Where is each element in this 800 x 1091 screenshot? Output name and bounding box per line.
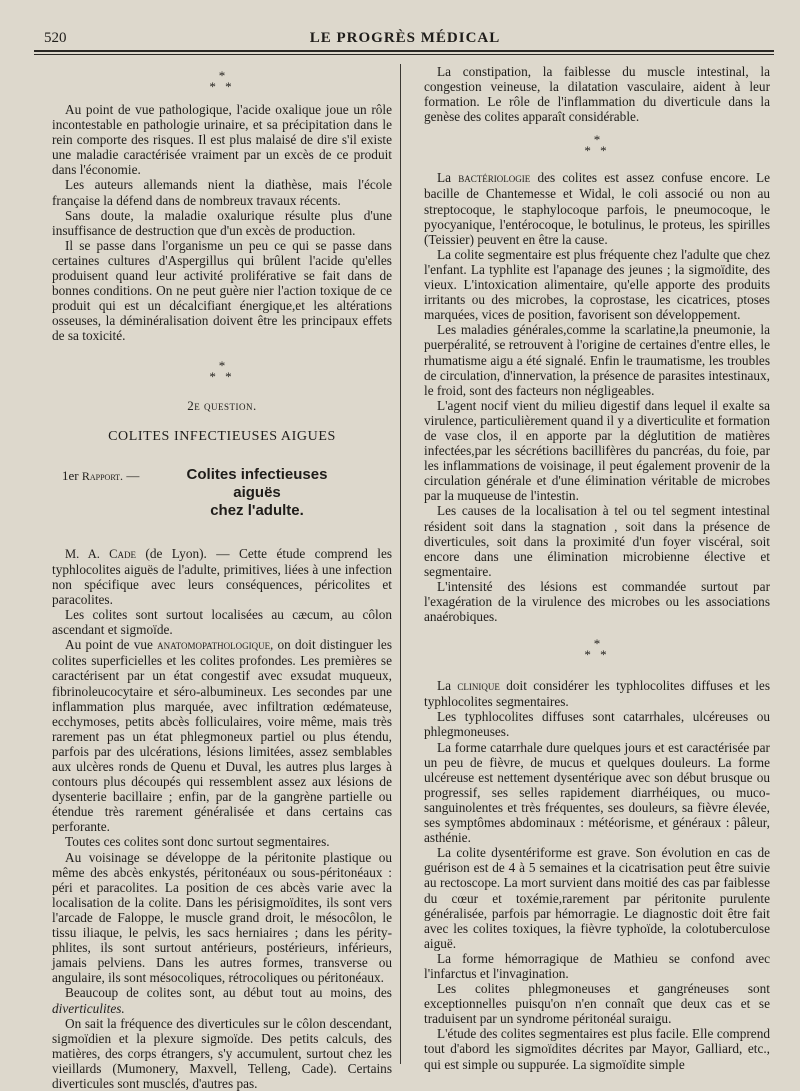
report-heading bbox=[52, 466, 392, 520]
paragraph-intensite: L'intensité des lésions est commandée surtout par l'exagération de la virulence des microbes ou les associations anaérobiques. bbox=[424, 578, 770, 625]
paragraph-segmentaires: Toutes ces colites sont donc surtout segmentaires. bbox=[65, 834, 330, 850]
paragraph-intro: M. A. Cade (de Lyon). — Cette étude comprend les typhlocolites aiguës de l'adulte, primitives, liées à une infection non spécifique avec leurs conséquences, péricolites et paracolites. bbox=[52, 545, 393, 607]
paragraph-dysenteriforme: La colite dysentériforme est grave. Son évolution en cas de guérison est de 4 à 5 semaines et la cicatrisation peut être suivie au rectoscope. La mort survient dans moitié des cas par faiblesse du cœur et toxémie,rarement par péritonite purulente généralisée, parfois par hémorragie. Le diagnostic doit être fait avec les colites toxiques, la fièvre typhoïde, la colotuberculose aiguë. bbox=[424, 845, 770, 951]
paragraph-german-authors: Les auteurs allemands nient la diathèse, mais l'école française la défend dans de nombreux travaux récents. bbox=[52, 177, 392, 208]
journal-title: LE PROGRÈS MÉDICAL bbox=[309, 30, 501, 46]
paragraph-clinique: La clinique doit considérer les typhlocolites diffuses et les typhlocolites segmentaires. bbox=[424, 678, 770, 710]
asterism: * * * bbox=[584, 132, 610, 159]
paragraph-agent-nocif: L'agent nocif vient du milieu digestif dans lequel il exalte sa virulence, particulièrement quand il y a diverticulite et formation de vase clos, il en apporte par la déglutition de matières infectées,par les sécrétions bacillifères du pancréas, du foie, par les inflammations de voisinage, il peut également provenir de la circulation générale et d'une élimination véritable de microbes par la muqueuse de l'intestin. bbox=[424, 397, 770, 504]
question-label: 2e question. bbox=[187, 397, 257, 413]
paragraph-colite-segmentaire: La colite segmentaire est plus fréquente chez l'adulte que chez l'enfant. La typhlite est l'apanage des jeunes ; la sigmoïdite, des vieux. L'intoxication alimentaire, qu'elle apporte des produits irritants ou des microbes, la coprostase, les cicatrices, ptoses marquées, vices de position, favorisent son développement. bbox=[424, 246, 770, 323]
paragraph-phlegmoneuses: Les colites phlegmoneuses et gangréneuses sont exceptionnelles puisqu'on n'en connaît que deux cas et se traduisent par un syndrome péritonéal suraigu. bbox=[424, 981, 770, 1027]
left-column bbox=[52, 64, 392, 1091]
paragraph-oxaluric-disease: Sans doute, la maladie oxalurique résulte plus d'une insuffisance de destruction que d'un excès de production. bbox=[52, 207, 392, 238]
page-number: 520 bbox=[44, 30, 67, 46]
paragraph-aspergillus: Il se passe dans l'organisme un peu ce qui se passe dans certaines cultures d'Aspergillus qui brûlent l'acide qu'elles produisent quand leur activité proliférative se fait dans de bonnes conditions. On ne peut guère nier l'action toxique de ce produit qui est un décalcifiant énergique,et les altérations osseuses, la déminéralisation doivent être les principaux effets de sa toxicité. bbox=[52, 237, 392, 344]
paragraph-etude-segmentaires: L'étude des colites segmentaires est plus facile. Elle comprend tout d'abord les sigmoïdites décrites par Mayor, Galliard, etc., qui est simple ou suppurée. La sigmoïdite simple bbox=[424, 1026, 770, 1072]
paragraph-diverticulites: Beaucoup de colites sont, au début tout au moins, des diverticulites. bbox=[52, 985, 392, 1016]
paragraph-localisation: Les colites sont surtout localisées au cæcum, au côlon ascendant et sigmoïde. bbox=[52, 607, 392, 638]
author-name: M. A. Cade bbox=[65, 546, 136, 561]
author-city: (de Lyon). bbox=[145, 545, 207, 561]
asterism: * * * bbox=[209, 357, 235, 384]
paragraph-bacteriologie: La bactériologie des colites est assez confuse encore. Le bacille de Chantemesse et Widal, le coli associé ou non au streptocoque, le staphylocoque parfois, le pneumocoque, le pyocyanique, l'entérocoque, le botulinus, le proteus, les spirilles (Teissier) peuvent en être la cause. bbox=[424, 170, 770, 247]
paragraph-frequence: On sait la fréquence des diverticules sur le côlon descendant, sigmoïdien et la plexure sigmoïde. Des petits calculs, des matières, des corps étrangers, s'y accumulent, surtout chez les vieillards (Mumonery, Maxvell, Telleng, Cade). Certains diverticules sont musclés, d'autres pas. bbox=[52, 1015, 392, 1091]
report-title: Colites infectieuses aiguës chez l'adulte. bbox=[186, 465, 328, 519]
paragraph-maladies-generales: Les maladies générales,comme la scarlatine,la pneumonie, la puerpéralité, se retrouvent à l'origine de certaines d'entre elles, le rhumatisme aigu a été signalé. Enfin le traumatisme, les troubles de circulation, d'innervation, la présence de parasites intestinaux, le froid, sont des facteurs non négligeables. bbox=[424, 322, 770, 398]
right-column bbox=[424, 64, 770, 1072]
page-header bbox=[44, 28, 766, 50]
asterism: * * * bbox=[584, 636, 610, 663]
paragraph-diffuses: Les typhlocolites diffuses sont catarrhales, ulcéreuses ou phlegmoneuses. bbox=[424, 709, 770, 740]
asterism: * * * bbox=[209, 68, 235, 94]
paragraph-anatomopathology: Au point de vue anatomopathologique, on doit distinguer les colites superficielles et les colites profondes. Les premières se caractérisent par un état congestif avec exsudat muqueux, fibrinoleucocytaire et séro-albumineux. Les secondes par une inflammation plus marquée, avec infiltration œdémateuse, ecchymoses, petits abcès folliculaires, voire même, mais très rarement pas un état phlegmoneux partiel ou plus étendu, parfois par des ulcérations, lésions limitées, assez semblables aux ulcères ronds de Quenu et Duval, les autres plus larges à contours plus découpés qui ressemblent assez aux lésions de dysenterie bacillaire ; enfin, par de la gangrène partielle ou étendue très rarement généralisée et dans certains cas perforante. bbox=[52, 637, 392, 835]
paragraph-forme-catarrhale: La forme catarrhale dure quelques jours et est caractérisée par un peu de fièvre, de mucus et quelques douleurs. La forme ulcéreuse est nettement dysentérique avec son début brusque ou progressif, ses selles rapidement diarrhéiques, ou muco-sanguinolentes et très fréquentes, ses douleurs, sa fièvre élevée, ses symptômes abdominaux : météorisme, et généraux : pâleur, asthénie. bbox=[424, 739, 770, 846]
header-rule bbox=[34, 50, 774, 52]
section-title: COLITES INFECTIEUSES AIGUES bbox=[108, 428, 336, 444]
paragraph-voisinage: Au voisinage se développe de la péritonite plastique ou même des abcès enkystés, péritonéaux ou sous-péritonéaux : péri et paracolites. La position de ces abcès varie avec la localisation de la colite. Dans les périsigmoïdites, ils sont vers l'arcade de Faloppe, le muscle grand droit, le mésocôlon, le tissu iliaque, le pelvis, les sacs herniaires ; dans les périty-phlites, ils sont surtout antérieurs, postérieurs, inférieurs, jamais pelviens. Dans les autres formes, transverse ou angulaire, ils sont mésocoliques, rétrocoliques ou péritonéaux. bbox=[52, 849, 392, 986]
paragraph-constipation: La constipation, la faiblesse du muscle intestinal, la congestion veineuse, la dilatation vasculaire, aident à leur formation. Le rôle de l'inflammation du diverticule dans la genèse des colites apparaît considérable. bbox=[424, 64, 770, 125]
report-label: 1er Rapport. — bbox=[62, 467, 140, 483]
column-divider bbox=[400, 64, 401, 1064]
paragraph-hemorragique: La forme hémorragique de Mathieu se confond avec l'infarctus et l'invagination. bbox=[424, 950, 770, 981]
paragraph-causes: Les causes de la localisation à tel ou tel segment intestinal résident soit dans la stagnation , soit dans la présence de diverticules, soit dans la proximité d'un foyer viscéral, soit encore dans une élimination microbienne élective et segmentaire. bbox=[424, 503, 770, 579]
paragraph-oxalic-pathology: Au point de vue pathologique, l'acide oxalique joue un rôle incontestable en pathologie urinaire, et sa précipitation dans le rein comporte des risques. Il est plus malaisé de dire s'il existe une maladie caractérisée vraiment par un excès de ce produit dans l'économie. bbox=[52, 102, 392, 178]
header-rule-thin bbox=[34, 54, 774, 55]
